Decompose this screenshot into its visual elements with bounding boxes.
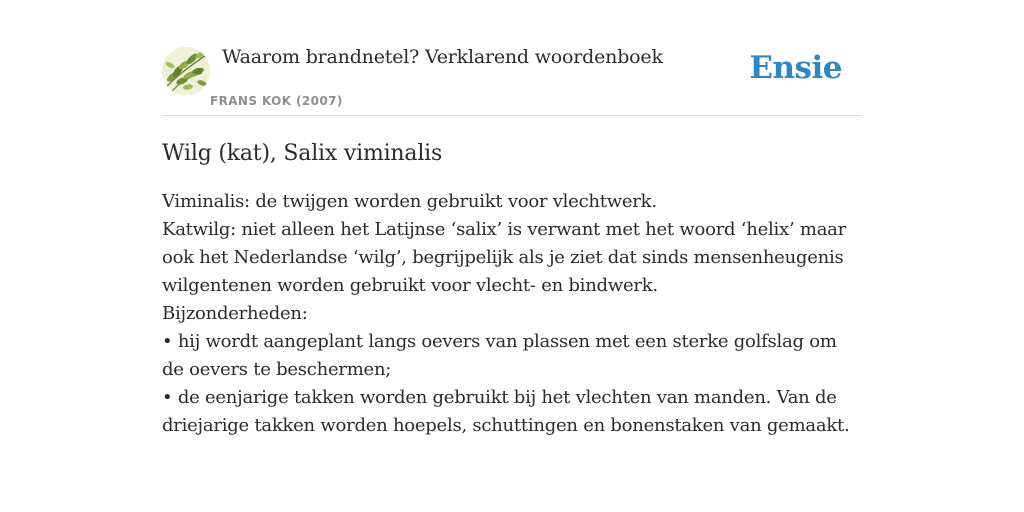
entry-paragraph: Katwilg: niet alleen het Latijnse ‘salix’ is verwant met het woord ‘helix’ maar ook het Nederlandse ‘wilg’, begrijpelijk als je ziet dat sinds mensenheugenis wilgentenen worden gebruikt voor vlecht- en bindwerk. bbox=[162, 219, 847, 296]
leaf-illustration-icon[interactable] bbox=[162, 47, 210, 95]
brand-logo[interactable]: Ensie bbox=[749, 50, 842, 86]
entry-paragraph: • hij wordt aangeplant langs oevers van plassen met een sterke golfslag om de oevers te beschermen; bbox=[162, 331, 837, 380]
book-title[interactable]: Waarom brandnetel? Verklarend woordenboek bbox=[222, 46, 663, 68]
entry-body bbox=[162, 188, 862, 440]
entry-paragraph: Viminalis: de twijgen worden gebruikt voor vlechtwerk. bbox=[162, 191, 657, 212]
entry-card bbox=[162, 44, 862, 440]
author-label: FRANS KOK (2007) bbox=[210, 94, 343, 108]
book-header bbox=[162, 44, 862, 116]
entry-title: Wilg (kat), Salix viminalis bbox=[162, 141, 443, 166]
entry-paragraph: • de eenjarige takken worden gebruikt bij het vlechten van manden. Van de driejarige takken worden hoepels, schuttingen en bonenstaken van gemaakt. bbox=[162, 387, 850, 436]
entry-paragraph: Bijzonderheden: bbox=[162, 303, 308, 324]
